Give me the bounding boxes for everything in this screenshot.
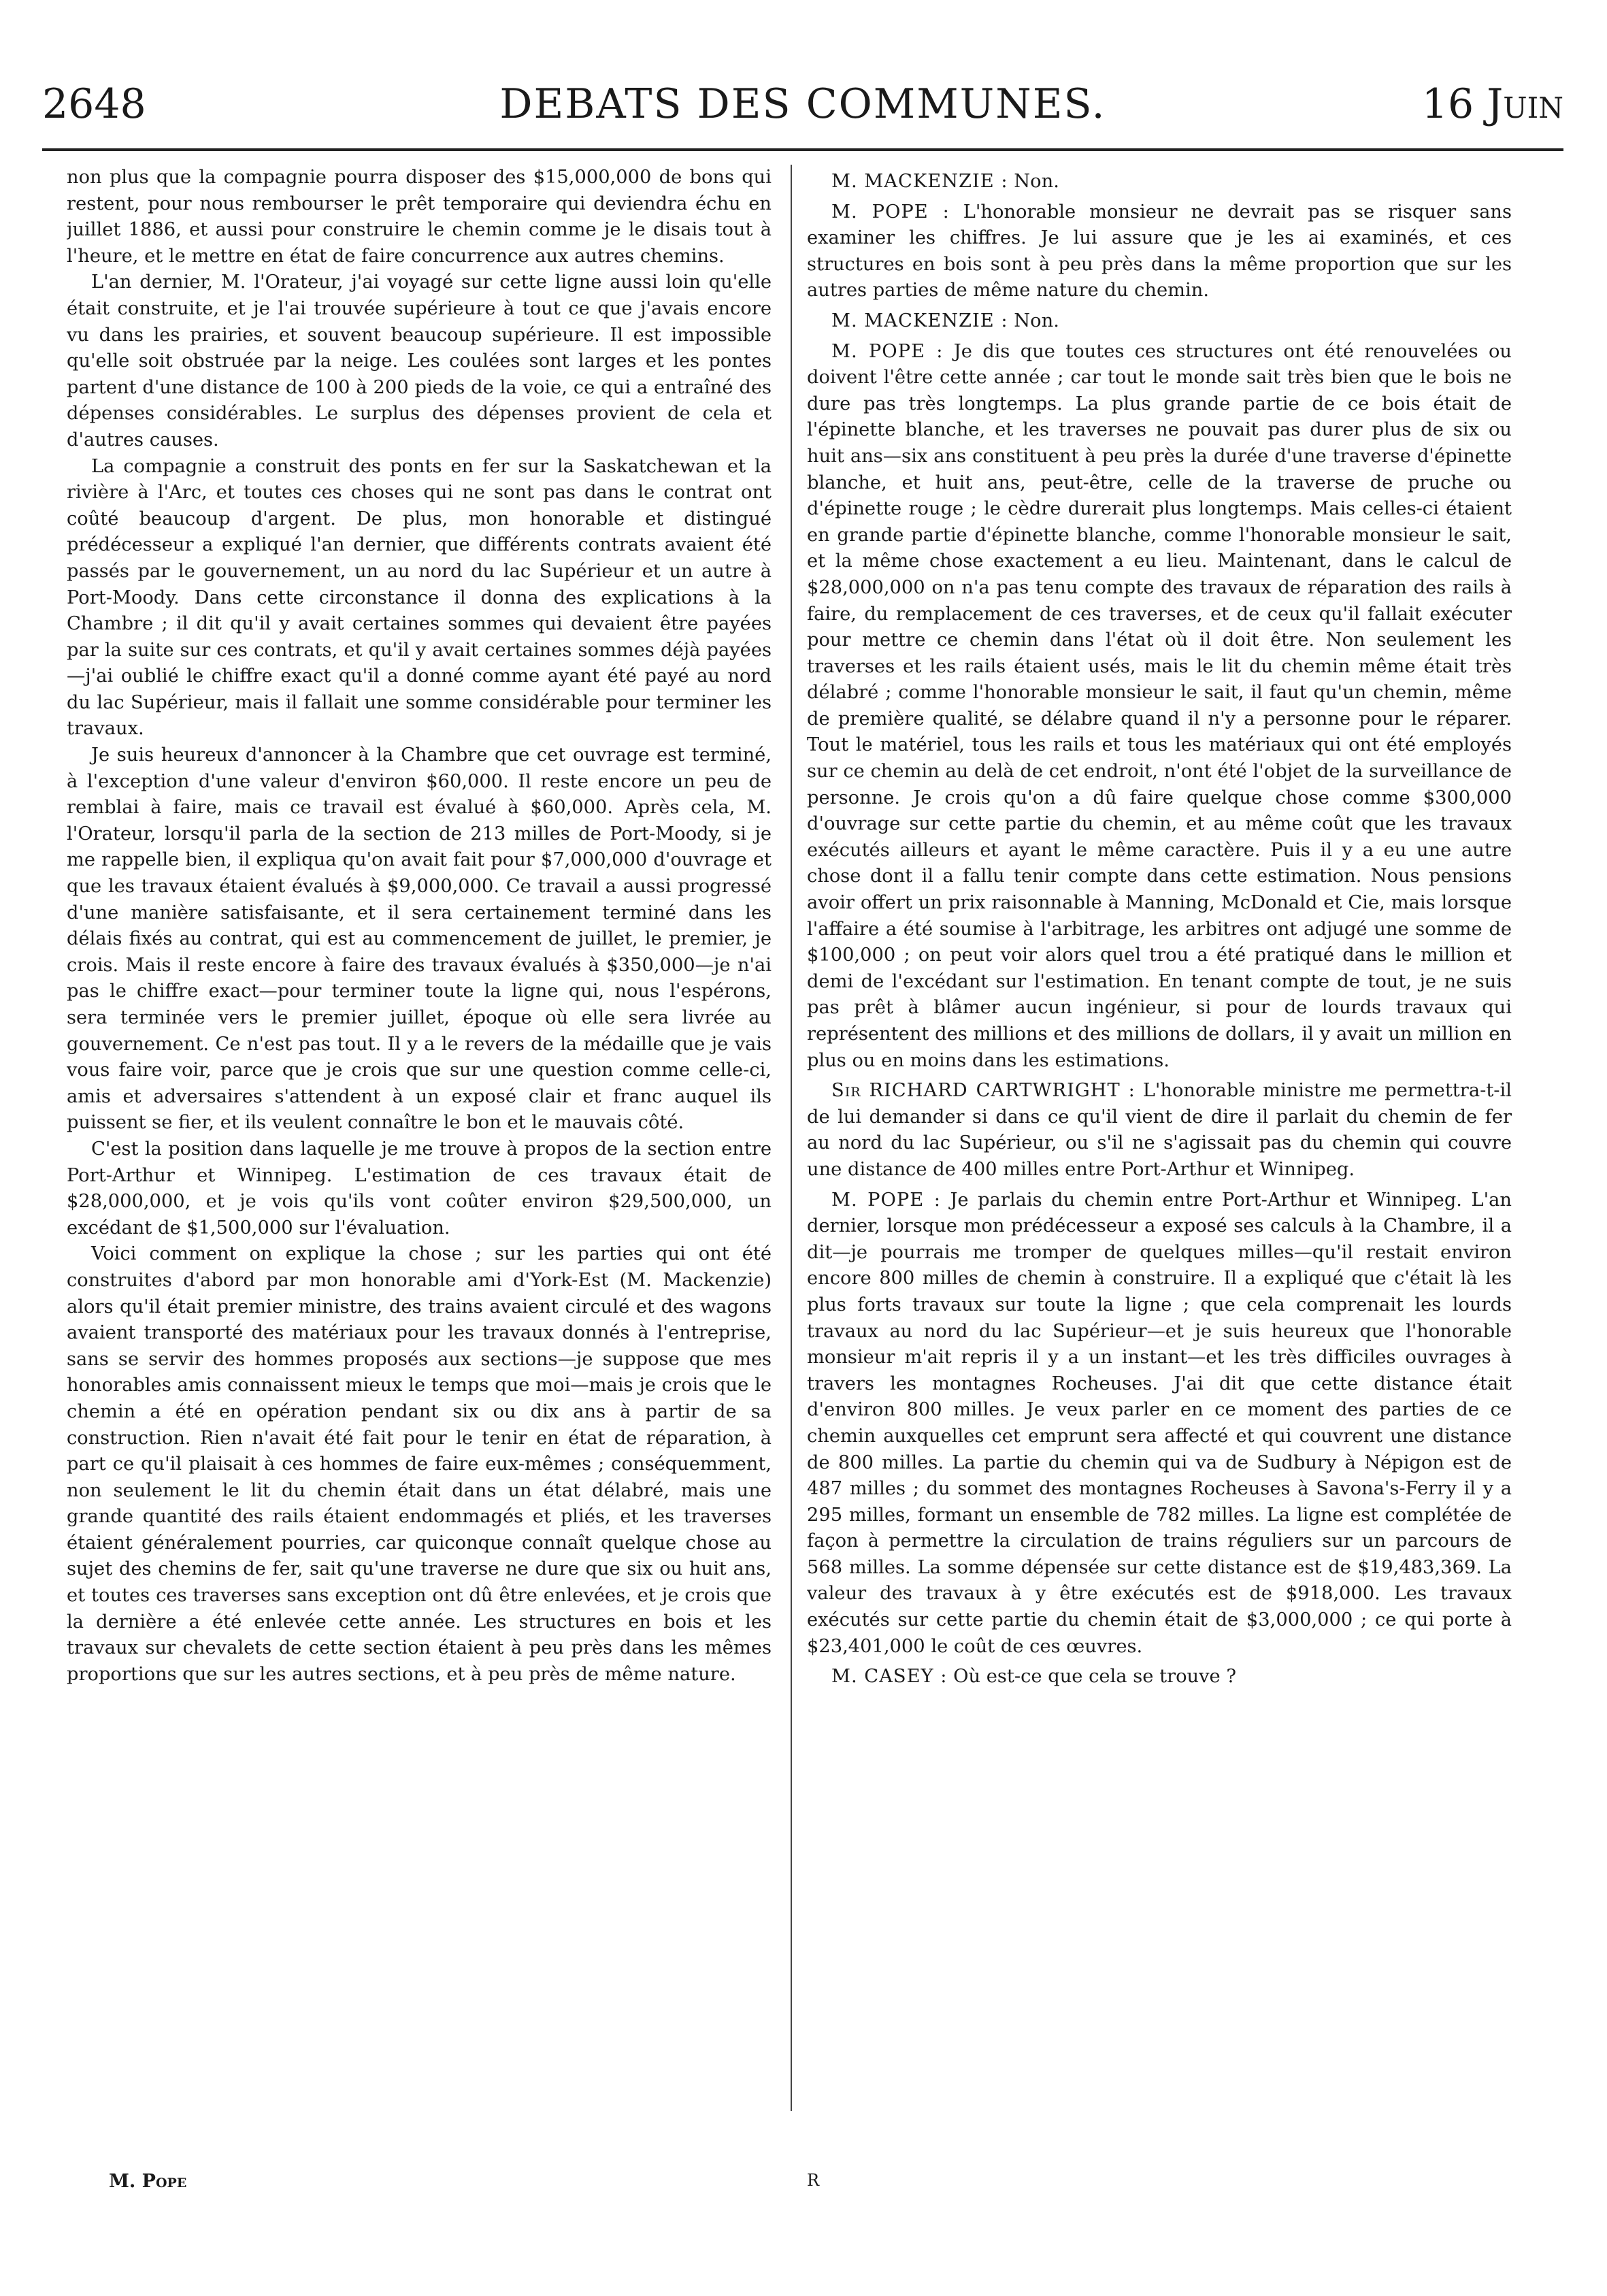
speech xyxy=(807,308,1512,335)
left-column xyxy=(67,165,772,2247)
speaker-name: M. CASEY : xyxy=(831,1666,948,1688)
paragraph: non plus que la compagnie pourra disposer des $15,000,000 de bons qui restent, pour nous rembourser le prêt temporaire qui deviendra échu en juillet 1886, et aussi pour construire le chemin comme je le disais tout à l'heure, et le mettre en état de faire concurrence aux autres chemins. xyxy=(67,167,772,267)
speech xyxy=(807,169,1512,195)
speech xyxy=(807,199,1512,304)
right-column xyxy=(807,165,1512,2247)
paragraph: La compagnie a construit des ponts en fer sur la Saskatchewan et la rivière à l'Arc, et toutes ces choses qui ne sont pas dans le contrat ont coûté beaucoup d'argent. De plus, mon honorable et distingué prédécesseur a expliqué l'an dernier, que différents contrats avaient été passés par le gouvernement, un au nord du lac Supérieur et un autre à Port-Moody. Dans cette circonstance il donna des explications à la Chambre ; il dit qu'il y avait certaines sommes qui devaient être payées par la suite sur ces contrats, et qu'il y avait certaines sommes déjà payées—j'ai oublié le chiffre exact qu'il a donné comme ayant été payé au nord du lac Supérieur, mais il fallait une somme considérable pour terminer les travaux. xyxy=(67,455,772,740)
column-divider xyxy=(791,165,792,2111)
paragraph: C'est la position dans laquelle je me trouve à propos de la section entre Port-Arthur et Winnipeg. L'estimation de ces travaux était de $28,000,000, et je vois qu'ils vont coûter environ $29,500,000, un excédant de $1,500,000 sur l'évaluation. xyxy=(67,1138,772,1239)
page-number: 2648 xyxy=(42,80,146,128)
footer-signature: M. Pope xyxy=(109,2171,187,2192)
speech xyxy=(807,1078,1512,1183)
paragraph: Je suis heureux d'annoncer à la Chambre que cet ouvrage est terminé, à l'exception d'une valeur d'environ $60,000. Il reste encore un peu de remblai à faire, mais ce travail est évalué à $60,000. Après cela, M. l'Orateur, lorsqu'il parla de la section de 213 milles de Port-Moody, si je me rappelle bien, il expliqua qu'on avait fait pour $7,000,000 d'ouvrage et que les travaux étaient évalués à $9,000,000. Ce travail a aussi progressé d'une manière satisfaisante, et il sera certainement terminé dans les délais fixés au contrat, qui est au commencement de juillet, le premier, je crois. Mais il reste encore à faire des travaux évalués à $350,000—je n'ai pas le chiffre exact—pour terminer toute la ligne qui, nous l'espérons, sera terminée vers le premier juillet, époque où elle sera livrée au gouvernement. Ce n'est pas tout. Il y a le revers de la médaille que je vais vous faire voir, parce que je crois que sur une question comme celle-ci, amis et adversaires s'attendent à un exposé clair et franc auquel ils puissent se fier, et ils veulent connaître le bon et le mauvais côté. xyxy=(67,744,772,1134)
speech-text: Non. xyxy=(1014,171,1059,192)
speech xyxy=(807,1664,1512,1690)
speech-text: Où est-ce que cela se trouve ? xyxy=(953,1666,1237,1688)
page-header xyxy=(42,80,1563,142)
paragraph: Voici comment on explique la chose ; sur les parties qui ont été construites d'abord par mon honorable ami d'York-Est (M. Mackenzie) alors qu'il était premier ministre, des trains avaient circulé et des wagons avaient transporté des matériaux pour les travaux donnés à l'entreprise, sans se servir des hommes proposés aux sections—je suppose que mes honorables amis connaissent mieux le temps que moi—mais je crois que le chemin a été en opération pendant six ou dix ans à partir de sa construction. Rien n'avait été fait pour le tenir en état de réparation, à part ce qu'il plaisait à ces hommes de faire eux-mêmes ; conséquemment, non seulement le lit du chemin était dans un état délabré, mais une grande quantité des rails étaient endommagés et pliés, et les traverses étaient généralement pourries, car quiconque connaît quelque chose au sujet des chemins de fer, sait qu'une traverse ne dure que six ou huit ans, et toutes ces traverses sans exception ont dû être enlevées, et je crois que la dernière a été enlevée cette année. Les structures en bois et les travaux sur chevalets de cette section étaient à peu près dans les mêmes proportions que sur les autres sections, et à peu près de même nature. xyxy=(67,1243,772,1685)
speech-text: L'honorable ministre me permettra-t-il de lui demander si dans ce qu'il vient de dire il parlait du chemin de fer au nord du lac Supérieur, ou s'il ne s'agissait pas du chemin qui couvre une distance de 400 milles entre Port-Arthur et Winnipeg. xyxy=(807,1080,1512,1180)
speech-text: Je parlais du chemin entre Port-Arthur et Winnipeg. L'an dernier, lorsque mon prédécesseur a exposé ses calculs à la Chambre, il a dit—je pourrais me tromper de quelques milles—qu'il restait environ encore 800 milles de chemin à construire. Il a expliqué que c'était là les plus forts travaux sur toute la ligne ; que cela comprenait les lourds travaux au nord du lac Supérieur—et je suis heureux que l'honorable monsieur m'ait repris il y a un instant—et les très difficiles ouvrages à travers les montagnes Rocheuses. J'ai dit que cette distance était d'environ 800 milles. Je veux parler en ce moment des parties de ce chemin auxquelles cet emprunt sera affecté et qui couvrent une distance de 800 milles. La partie du chemin qui va de Sudbury à Népigon est de 487 milles ; du sommet des montagnes Rocheuses à Savona's-Ferry il y a 295 milles, formant un ensemble de 782 milles. La ligne est complétée de façon à permettre la circulation de trains réguliers sur un parcours de 568 milles. La somme dépensée sur cette distance est de $19,483,369. La valeur des travaux à y être exécutés est de $918,000. Les travaux exécutés sur cette partie du chemin était de $3,000,000 ; ce qui porte à $23,401,000 le coût de ces œuvres. xyxy=(807,1189,1512,1657)
speaker-name: M. POPE : xyxy=(831,1189,941,1211)
date-day: 16 xyxy=(1421,80,1474,128)
speaker-name: M. POPE : xyxy=(831,340,944,362)
running-title: DEBATS DES COMMUNES. xyxy=(499,80,1106,128)
header-rule xyxy=(42,148,1563,151)
footer-mark: R xyxy=(807,2171,820,2190)
speech-text: Non. xyxy=(1014,310,1059,331)
running-date xyxy=(1422,80,1563,128)
speech xyxy=(807,339,1512,1075)
paragraph: L'an dernier, M. l'Orateur, j'ai voyagé sur cette ligne aussi loin qu'elle était construite, et je l'ai trouvée supérieure à tout ce que j'avais encore vu dans les prairies, et souvent beaucoup supérieure. Il est impossible qu'elle soit obstruée par la neige. Les coulées sont larges et les pontes partent d'une distance de 100 à 200 pieds de la voie, ce qui a entraîné des dépenses considérables. Le surplus des dépenses provient de cela et d'autres causes. xyxy=(67,272,772,450)
date-month: Juin xyxy=(1487,80,1563,128)
speech-text: L'honorable monsieur ne devrait pas se risquer sans examiner les chiffres. Je lui assure que je les ai examinés, et ces structures en bois sont à peu près dans la même proportion que sur les autres parties de même nature du chemin. xyxy=(807,201,1512,301)
speaker-name: M. MACKENZIE : xyxy=(831,310,1008,331)
speaker-name: Sir RICHARD CARTWRIGHT : xyxy=(831,1080,1136,1102)
speaker-name: M. POPE : xyxy=(831,201,950,223)
speech xyxy=(807,1187,1512,1660)
speech-text: Je dis que toutes ces structures ont été renouvelées ou doivent l'être cette année ; car tout le monde sait très bien que le bois ne dure pas très longtemps. La plus grande partie de ce bois était de l'épinette blanche, et les traverses ne pouvait pas durer plus de six ou huit ans—six ans constituent à peu près la durée d'une traverse d'épinette blanche, et huit ans, peut-être, celle de la traverse de pruche ou d'épinette rouge ; le cèdre durerait plus longtemps. Mais celles-ci étaient en grande partie d'épinette blanche, comme l'honorable monsieur le sait, et la même chose exactement a eu lieu. Maintenant, dans le calcul de $28,000,000 on n'a pas tenu compte des travaux de réparation des rails à faire, du remplacement de ces traverses, et de ceux qu'il fallait exécuter pour mettre ce chemin dans l'état où il doit être. Non seulement les traverses et les rails étaient usés, mais le lit du chemin même était très délabré ; comme l'honorable monsieur le sait, il faut qu'un chemin, même de première qualité, se délabre quand il n'y a personne pour le réparer. Tout le matériel, tous les rails et tous les matériaux qui ont été employés sur ce chemin au delà de cet endroit, n'ont été l'objet de la surveillance de personne. Je crois qu'on a dû faire quelque chose comme $300,000 d'ouvrage sur cette partie du chemin, et au même coût que les travaux exécutés ailleurs et ayant le même caractère. Puis il y a eu une autre chose dont il a fallu tenir compte dans cette estimation. Nous pensions avoir offert un prix raisonnable à Manning, McDonald et Cie, mais lorsque l'affaire a été soumise à l'arbitrage, les arbitres ont adjugé une somme de $100,000 ; on peut voir alors quel trou a été pratiqué dans le million et demi de l'excédant sur l'estimation. En tenant compte de tout, je ne suis pas prêt à blâmer aucun ingénieur, si pour de lourds travaux qui représentent des millions et des millions de dollars, il y avait un million en plus ou en moins dans les estimations. xyxy=(807,340,1512,1071)
speaker-name: M. MACKENZIE : xyxy=(831,171,1008,192)
